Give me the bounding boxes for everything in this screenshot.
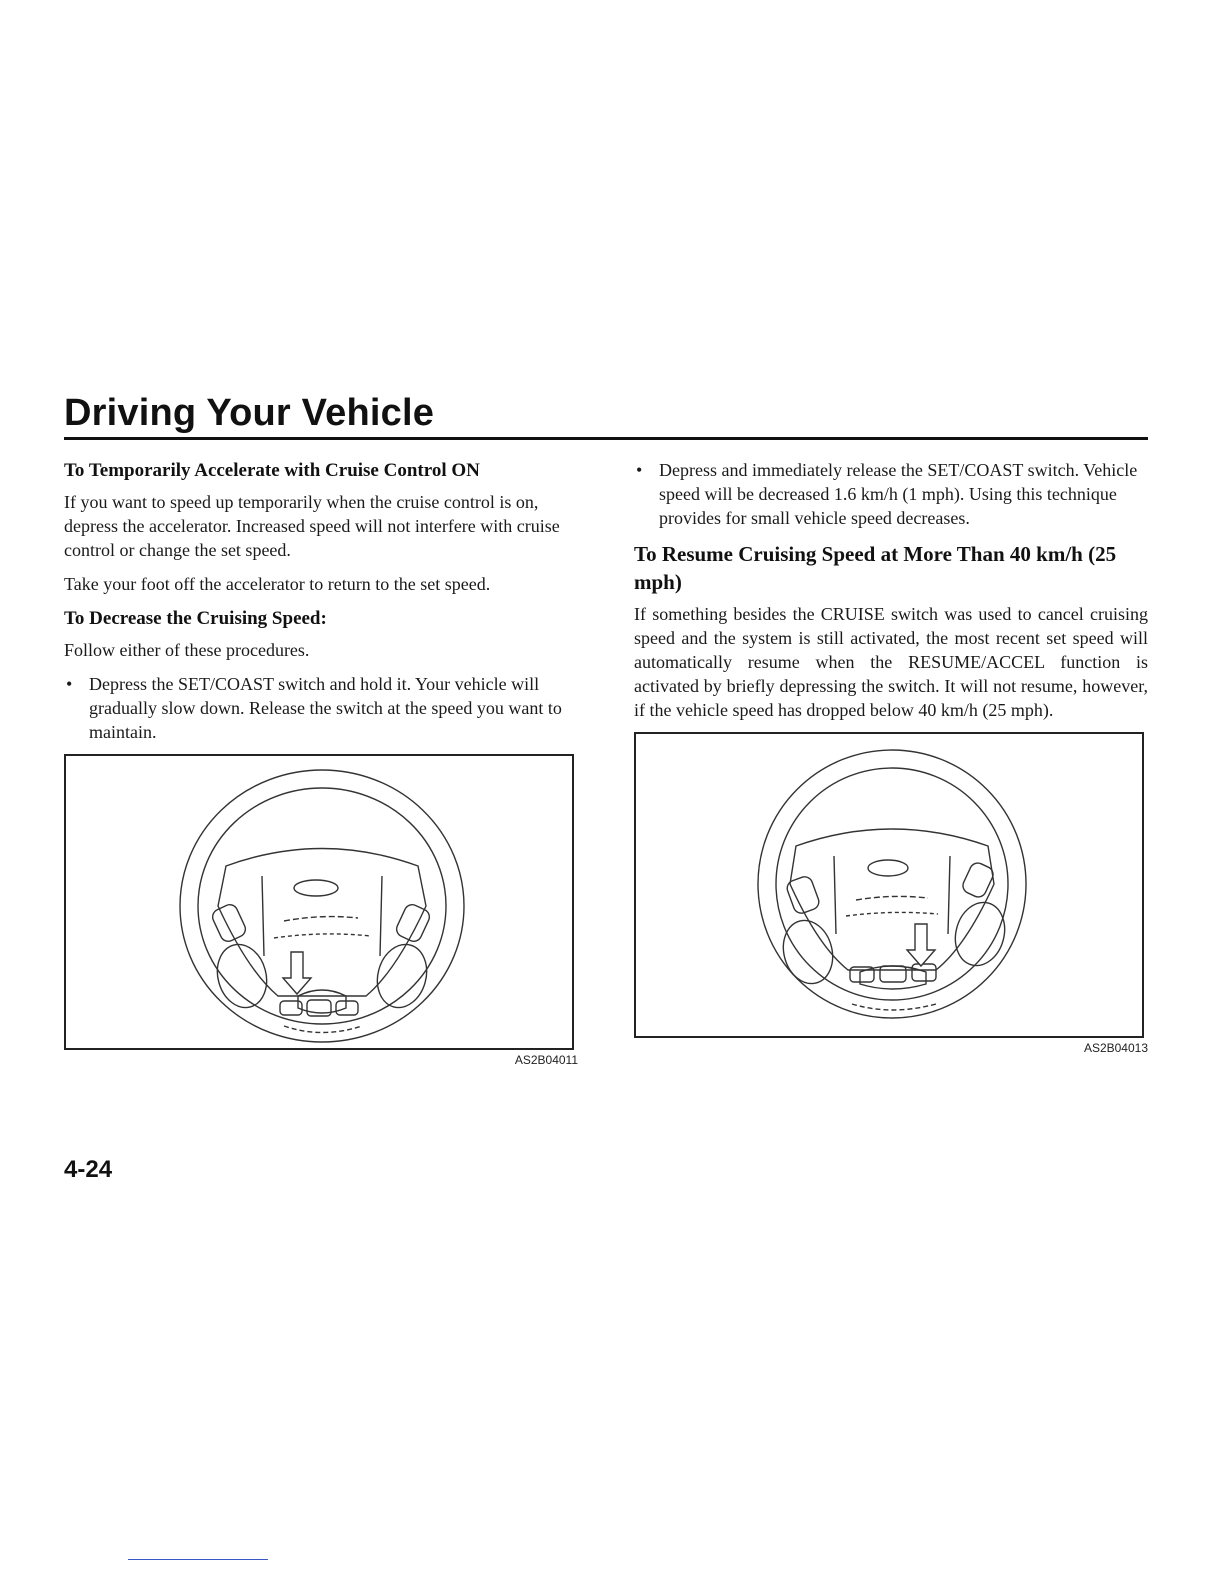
paragraph: Take your foot off the accelerator to return to the set speed. [64, 574, 491, 594]
bullet-item [634, 458, 1148, 530]
steering-wheel-figure-right [634, 732, 1144, 1038]
left-column [64, 458, 578, 1067]
bullet-item [64, 672, 578, 744]
steering-wheel-illustration [66, 756, 572, 1048]
bullet-icon: • [66, 674, 73, 694]
title-rule [64, 437, 1148, 440]
page-number: 4-24 [64, 1156, 113, 1183]
bullet-text: Depress the SET/COAST switch and hold it. Your vehicle will gradually slow down. Release the switch at the speed you want to maintain. [89, 674, 562, 742]
paragraph: If something besides the CRUISE switch was used to cancel cruising speed and the system is still activated, the most recent set speed will automatically resume when the RESUME/ACCEL function is activated by briefly depressing the switch. It will not resume, however, if the vehicle speed has dropped below 40 km/h (25 mph). [634, 604, 1148, 720]
steering-wheel-illustration [636, 734, 1142, 1036]
steering-wheel-figure-left [64, 754, 574, 1050]
figure-code: AS2B04011 [514, 1053, 578, 1067]
page-title: Driving Your Vehicle [64, 392, 435, 434]
paragraph: If you want to speed up temporarily when the cruise control is on, depress the accelerator. Increased speed will not interfere with cruise control or change the set speed. [64, 492, 560, 560]
section-heading-decrease: To Decrease the Cruising Speed: [64, 608, 327, 629]
right-column [634, 458, 1148, 1055]
bullet-text: Depress and immediately release the SET/COAST switch. Vehicle speed will be decreased 1.6 km/h (1 mph). Using this technique provides for small vehicle speed decreases. [659, 460, 1138, 528]
bottom-divider [128, 1559, 268, 1560]
bullet-icon: • [636, 460, 643, 480]
section-heading-accelerate: To Temporarily Accelerate with Cruise Control ON [64, 460, 480, 481]
paragraph: Follow either of these procedures. [64, 640, 310, 660]
figure-code: AS2B04013 [1083, 1041, 1148, 1055]
section-heading-resume: To Resume Cruising Speed at More Than 40 km/h (25 mph) [634, 542, 1117, 594]
